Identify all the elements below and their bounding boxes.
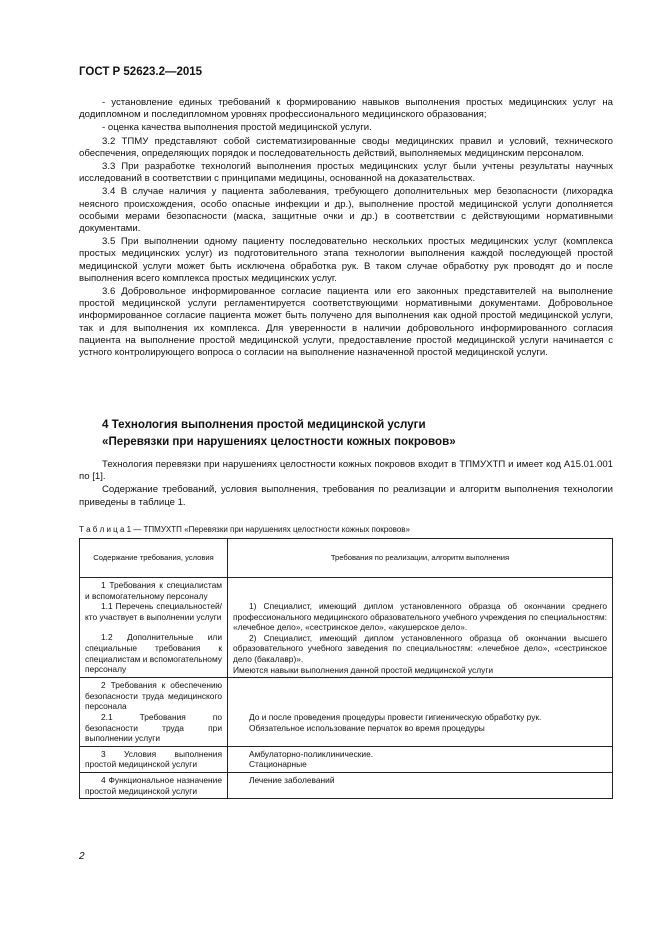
paragraph: - оценка качества выполнения простой медицинской услуги.	[102, 122, 372, 134]
table-cell	[80, 772, 228, 798]
cell-text: До и после проведения процедуры провести гигиеническую обработку рук.	[249, 712, 542, 723]
page-number: 2	[79, 851, 85, 862]
cell-text: Обязательное использование перчаток во время процедуры	[249, 722, 485, 733]
cell-text: 2.1 Требования по безопасности труда при выполнении услуги	[85, 711, 222, 744]
table-row	[80, 746, 613, 772]
table-cell	[80, 746, 228, 772]
cell-text: 4 Функциональное назначение простой медицинской услуги	[85, 774, 222, 796]
heading-line-1: 4 Технология выполнения простой медицинской услуги	[102, 418, 426, 431]
paragraph: Технология перевязки при нарушениях целостности кожных покровов входит в ТПМУХТП и имеет код А15.01.001 по [1].	[79, 459, 613, 483]
table-cell	[228, 578, 613, 678]
cell-text: Имеются навыки выполнения данной простой медицинской услуги	[233, 664, 494, 675]
heading-line-2: «Перевязки при нарушениях целостности кожных покровов»	[102, 435, 456, 448]
table-header-row	[80, 539, 613, 578]
section-3-text	[79, 97, 613, 360]
cell-text: 3 Условия выполнения простой медицинской услуги	[85, 748, 222, 770]
paragraph: Содержание требований, условия выполнения, требования по реализации и алгоритм выполнения технологии приведены в таблице 1.	[79, 484, 613, 508]
standard-header: ГОСТ Р 52623.2—2015	[79, 66, 203, 78]
requirements-table	[79, 538, 613, 799]
paragraph: 3.4 В случае наличия у пациента заболевания, требующего дополнительных мер безопасности (лихорадка неясного происхождения, особо опасные инфекции и др.), выполнение простой медицинской услуги дополняется особыми мерами безопасности (маска, защитные очки и др.) в соответствии с действующими нормативными документами.	[79, 186, 613, 235]
cell-text: Лечение заболеваний	[249, 774, 335, 785]
table-row	[80, 578, 613, 678]
paragraph: 3.5 При выполнении одному пациенту последовательно нескольких простых медицинских услуг (комплекса простых медицинских услуг) из подготовительного этапа технологии выполнения каждой последующей простой медицинской услуги может быть исключена обработка рук. В таком случае обработку рук проводят до и после выполнения всего комплекса простых медицинских услуг.	[79, 236, 613, 284]
table-caption: Т а б л и ц а 1 — ТПМУХТП «Перевязки при нарушениях целостности кожных покровов»	[79, 525, 410, 534]
cell-text: 1) Специалист, имеющий диплом установленного образца об окончании среднего профессионального медицинского образовательного учебного учреждения по специальностям: «лечебное дело», «сестринское дело», «акушерское дело».	[233, 601, 607, 633]
cell-text: 1.2 Дополнительные или специальные требования к специалистам и вспомогательному персоналу	[85, 632, 222, 675]
cell-text: Стационарные	[249, 759, 307, 770]
paragraph: 3.6 Добровольное информированное согласие пациента или его законных представителей на выполнение простой медицинской услуги регламентируется соответствующими нормативными документами. Добровольное информированное согласие пациента может быть получено для выполнения как одной простой медицинской услуги, так и для выполнения их комплекса. Для уверенности в наличии добровольного информированного согласия пациента на выполнение простой медицинской услуги, предоставление простой медицинской услуги начинается с устного контролирующего вопроса о согласии на выполнение назначенной простой медицинской услуги.	[79, 286, 613, 359]
column-header: Требования по реализации, алгоритм выполнения	[228, 539, 613, 578]
paragraph: 3.3 При разработке технологий выполнения простых медицинских услуг были учтены результаты научных исследований в соответствии с принципами медицины, основанной на доказательствах.	[79, 161, 613, 185]
cell-text: 2) Специалист, имеющий диплом установленного образца об окончании высшего образовательного учебного заведения по специальностям: «лечебное дело», «сестринское дело (бакалавр)».	[233, 632, 607, 664]
table-row	[80, 678, 613, 747]
section-4-heading	[79, 416, 613, 450]
cell-text: 1 Требования к специалистам и вспомогательному персоналу	[85, 580, 222, 601]
table-cell	[228, 746, 613, 772]
section-4-text	[79, 459, 613, 510]
table-cell	[228, 678, 613, 747]
table-cell	[80, 578, 228, 678]
cell-text: 1.1 Перечень специальностей/кто участвует в выполнении услуги	[85, 601, 222, 622]
paragraph: 3.2 ТПМУ представляют собой систематизированные своды медицинских правил и условий, технического обеспечения, определяющих порядок и последовательность действий, выполняемых медицинским персоналом.	[79, 135, 613, 159]
table-cell	[80, 678, 228, 747]
table-row	[80, 772, 613, 798]
cell-text: 2 Требования к обеспечению безопасности труда медицинского персонала	[85, 680, 222, 712]
paragraph: - установление единых требований к формированию навыков выполнения простых медицинских услуг на додипломном и последипломном уровнях профессионального медицинского образования;	[79, 97, 613, 121]
table-cell	[228, 772, 613, 798]
cell-text: Амбулаторно-поликлинические.	[249, 748, 374, 759]
column-header: Содержание требования, условия	[80, 539, 228, 578]
